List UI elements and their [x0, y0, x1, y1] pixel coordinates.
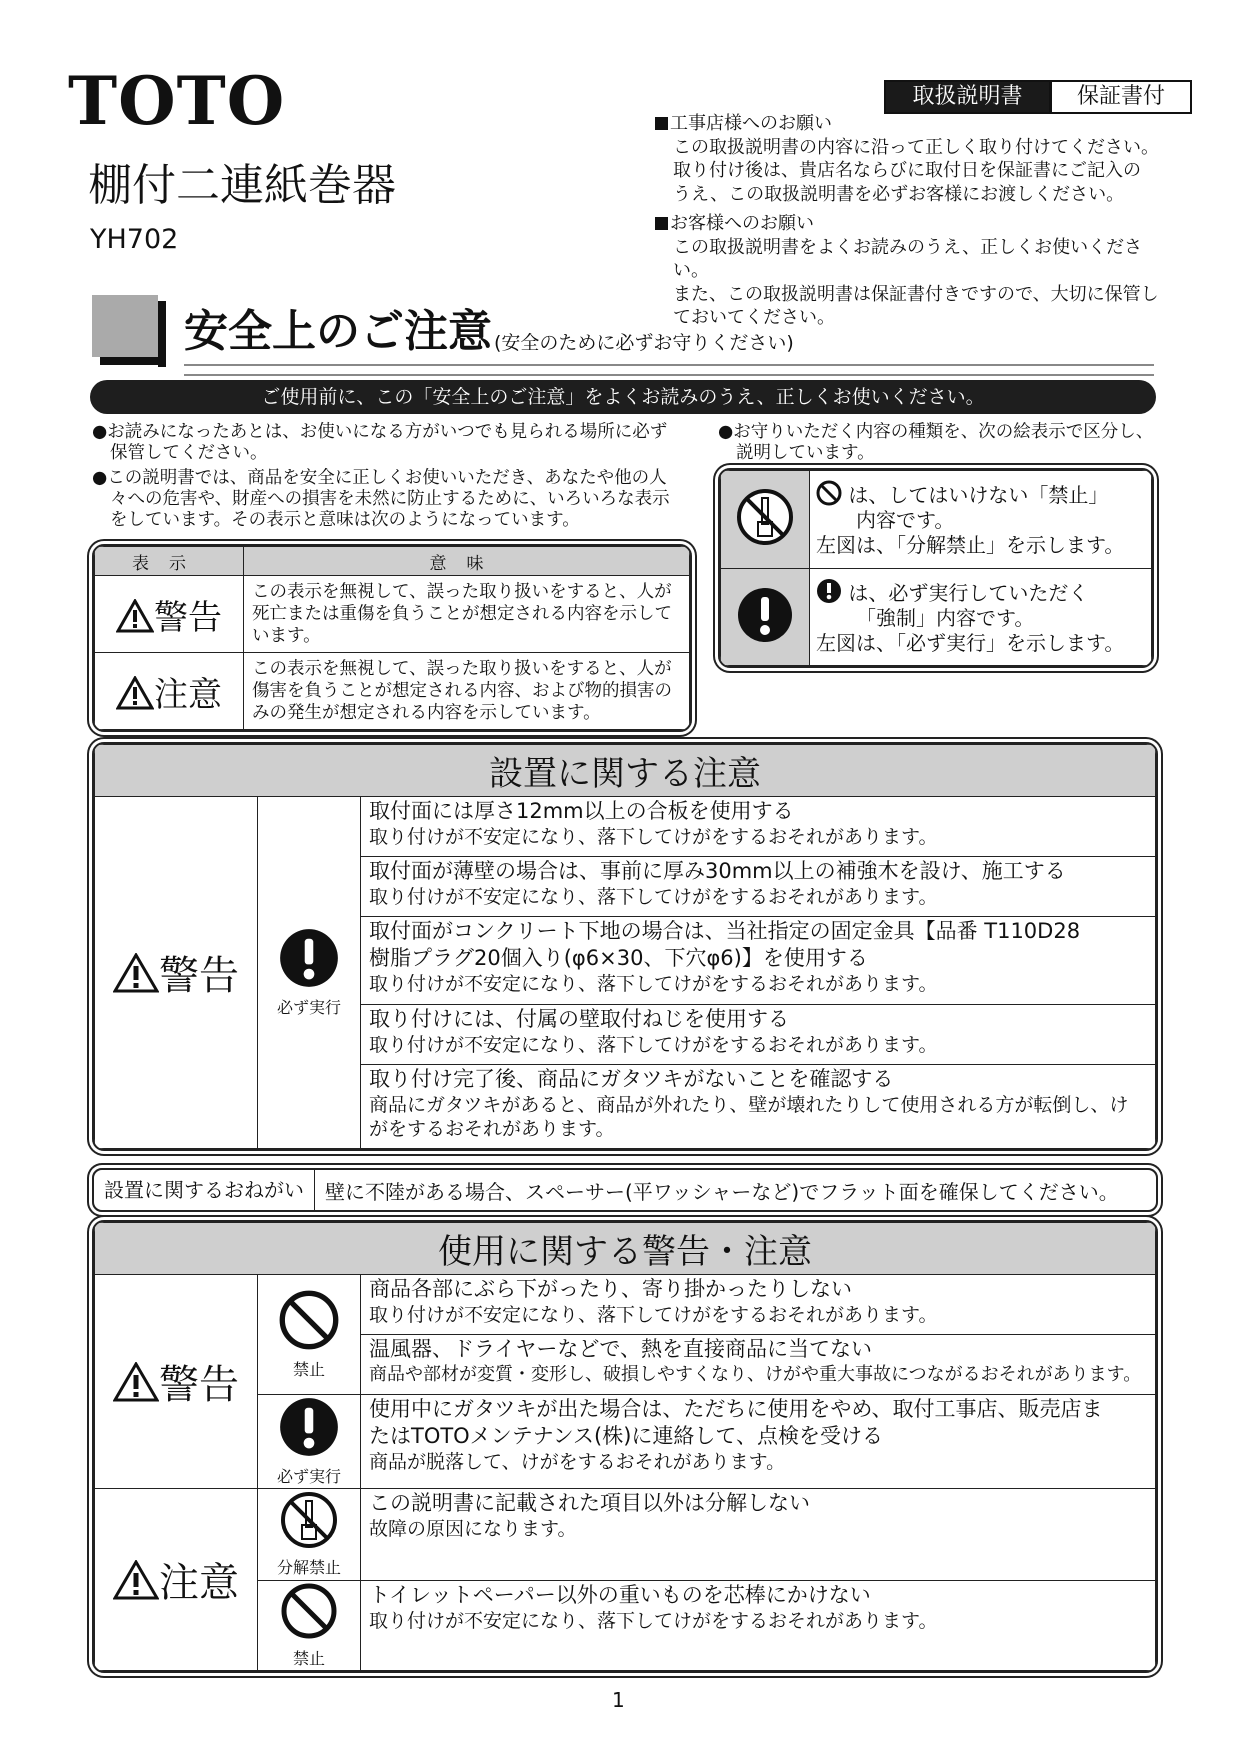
usage-item-title: 商品各部にぶら下がったり、寄り掛かったりしない	[369, 1277, 852, 1301]
install-warning-level: 警告	[95, 797, 258, 1149]
legend-warning	[95, 576, 244, 653]
customer-request	[655, 212, 1175, 330]
install-item-desc: 取り付けが不安定になり、落下してけがをするおそれがあります。	[369, 1034, 938, 1056]
model-number: YH702	[90, 224, 179, 255]
toto-logo: TOTO	[68, 62, 286, 140]
usage-item-title: この説明書に記載された項目以外は分解しない	[369, 1491, 810, 1515]
legend-caution-label: 注意	[154, 674, 222, 715]
customer-line: また、この取扱説明書は保証書付きですので、大切に保管し	[673, 283, 1159, 305]
warning-triangle-icon	[113, 1362, 159, 1402]
prohibit-line: 左図は、「分解禁止」を示します。	[816, 533, 1125, 558]
usage-item-desc: 取り付けが不安定になり、落下してけがをするおそれがあります。	[369, 1304, 938, 1326]
install-item-title: 取付面には厚さ12mm以上の合板を使用する	[369, 799, 794, 823]
warning-triangle-icon	[113, 953, 159, 993]
usage-prohibit-caption: 禁止	[292, 1649, 325, 1668]
mandatory-line: 左図は、「必ず実行」を示します。	[816, 630, 1125, 655]
prohibit-icon	[816, 480, 842, 506]
mandatory-icon	[736, 586, 794, 644]
bullet-line: ●お守りいただく内容の種類を、次の絵表示で区分し、	[718, 422, 1154, 442]
page-number: 1	[612, 1688, 625, 1712]
mandatory-explanation	[810, 568, 1152, 666]
install-item	[361, 857, 1156, 917]
usage-disassemble	[258, 1489, 361, 1581]
document-badges	[884, 80, 1192, 114]
install-item-title: 樹脂プラグ20個入り(φ6×30、下穴φ6)】を使用する	[369, 946, 868, 970]
mandatory-line: は、必ず実行していただく	[816, 578, 1145, 606]
prohibit-line: 内容です。	[856, 508, 955, 533]
legend-warning-label: 警告	[154, 597, 222, 638]
legend-caution-text: この表示を無視して、誤った取り扱いをすると、人が傷害を負うことが想定される内容、および物的損害のみの発生が想定される内容を示しています。	[244, 653, 690, 730]
prohibit-explanation	[810, 471, 1152, 569]
bullet-line: ●お読みになったあとは、お使いになる方がいつでも見られる場所に必ず	[92, 422, 668, 442]
section-rule	[184, 364, 1154, 376]
safety-banner: ご使用前に、この「安全上のご注意」をよくお読みのうえ、正しくお使いください。	[90, 380, 1156, 414]
bullet-symbol-types	[718, 422, 1158, 464]
contractor-request	[655, 112, 1175, 206]
install-item-desc: 取り付けが不安定になり、落下してけがをするおそれがあります。	[369, 826, 938, 848]
legend-header-meaning: 意味	[244, 547, 690, 576]
usage-item-title: 温風器、ドライヤーなどで、熱を直接商品に当てない	[369, 1337, 872, 1361]
bullet-line: 保管してください。	[110, 443, 268, 463]
install-item	[361, 797, 1156, 857]
no-disassemble-icon	[280, 1491, 338, 1549]
usage-disassemble-caption: 分解禁止	[276, 1558, 341, 1577]
install-item	[361, 917, 1156, 1005]
install-item	[361, 1005, 1156, 1065]
bullet-display-meaning	[92, 468, 712, 531]
mandatory-icon	[278, 1396, 340, 1458]
install-item-title: 取り付け完了後、商品にガタツキがないことを確認する	[369, 1067, 894, 1091]
usage-prohibit	[258, 1275, 361, 1395]
install-mandatory	[258, 797, 361, 1149]
prohibit-icon	[278, 1289, 340, 1351]
bullet-line: ●この説明書では、商品を安全に正しくお使いいただき、あなたや他の人	[92, 468, 667, 488]
usage-item	[361, 1489, 1156, 1581]
usage-mandatory-caption: 必ず実行	[276, 1467, 341, 1486]
product-name: 棚付二連紙巻器	[88, 160, 396, 211]
install-item-desc: 商品にガタツキがあると、商品が外れたり、壁が壊れたりして使用される方が転倒し、けがをするおそれがあります。	[369, 1094, 1129, 1140]
customer-heading: お客様へのお願い	[655, 212, 1175, 236]
usage-item-title: たはTOTOメンテナンス(株)に連絡して、点検を受ける	[369, 1424, 883, 1448]
usage-mandatory	[258, 1395, 361, 1489]
disassemble-prohibited-cell	[721, 471, 810, 569]
bullet-line: 説明しています。	[736, 443, 875, 463]
warning-triangle-icon	[116, 599, 154, 633]
install-note-label: 設置に関するおねがい	[94, 1170, 315, 1210]
usage-item	[361, 1395, 1156, 1489]
usage-item-title: トイレットペーパー以外の重いものを芯棒にかけない	[369, 1583, 871, 1607]
customer-line: この取扱説明書をよくお読みのうえ、正しくお使いください。	[673, 236, 1143, 281]
install-item-title: 取付面がコンクリート下地の場合は、当社指定の固定金具【品番 T110D28	[369, 919, 1081, 943]
bullet-keep-manual	[92, 422, 712, 464]
install-item	[361, 1065, 1156, 1149]
legend-table	[92, 544, 692, 732]
mandatory-cell	[721, 568, 810, 666]
install-item-title: 取り付けには、付属の壁取付ねじを使用する	[369, 1007, 789, 1031]
icon-explanation-table	[718, 468, 1154, 668]
usage-prohibit-2	[258, 1581, 361, 1671]
mandatory-small-icon	[816, 578, 842, 604]
prohibit-icon	[280, 1582, 338, 1640]
usage-item-desc: 商品が脱落して、けがをするおそれがあります。	[369, 1451, 786, 1473]
install-note-text: 壁に不陸がある場合、スペーサー(平ワッシャーなど)でフラット面を確保してください。	[325, 1179, 1119, 1204]
section-marker	[92, 295, 162, 359]
install-request-note	[92, 1168, 1158, 1212]
warning-triangle-icon	[116, 676, 154, 710]
usage-title: 使用に関する警告・注意	[95, 1223, 1156, 1275]
install-item-desc: 取り付けが不安定になり、落下してけがをするおそれがあります。	[369, 973, 938, 995]
usage-item	[361, 1275, 1156, 1335]
usage-item-desc: 取り付けが不安定になり、落下してけがをするおそれがあります。	[369, 1610, 938, 1632]
usage-prohibit-caption: 禁止	[292, 1360, 325, 1379]
install-caution-box	[92, 742, 1158, 1151]
bullet-line: 々への危害や、財産への損害を未然に防止するために、いろいろな表示	[110, 489, 670, 509]
no-disassemble-icon	[736, 488, 794, 546]
usage-item	[361, 1335, 1156, 1395]
install-icon-caption: 必ず実行	[276, 998, 341, 1017]
customer-line: ておいてください。	[673, 307, 835, 328]
warning-triangle-icon	[113, 1560, 159, 1600]
install-title: 設置に関する注意	[95, 745, 1156, 797]
legend-caution	[95, 653, 244, 730]
manual-badge: 取扱説明書	[886, 82, 1049, 112]
mandatory-line: 「強制」内容です。	[856, 605, 1035, 630]
install-item-title: 取付面が薄壁の場合は、事前に厚み30mm以上の補強木を設け、施工する	[369, 859, 1066, 883]
install-item-desc: 取り付けが不安定になり、落下してけがをするおそれがあります。	[369, 886, 938, 908]
usage-caution-box	[92, 1220, 1158, 1673]
usage-warning-level: 警告	[95, 1275, 258, 1489]
bullet-line: をしています。その表示と意味は次のようになっています。	[110, 510, 580, 530]
usage-item-desc: 故障の原因になります。	[369, 1518, 577, 1540]
legend-header-symbol: 表示	[95, 547, 244, 576]
contractor-line: うえ、この取扱説明書を必ずお客様にお渡しください。	[673, 183, 1125, 205]
usage-item	[361, 1581, 1156, 1671]
usage-caution-level: 注意	[95, 1489, 258, 1671]
usage-item-title: 使用中にガタツキが出た場合は、ただちに使用をやめ、取付工事店、販売店ま	[369, 1397, 1103, 1421]
contractor-heading: 工事店様へのお願い	[655, 112, 1175, 136]
legend-warning-text: この表示を無視して、誤った取り扱いをすると、人が死亡または重傷を負うことが想定される内容を示しています。	[244, 576, 690, 653]
prohibit-line: は、してはいけない「禁止」	[816, 480, 1145, 508]
usage-item-desc: 商品や部材が変質・変形し、破損しやすくなり、けがや重大事故につながるおそれがあります。	[369, 1364, 1142, 1385]
mandatory-icon	[278, 927, 340, 989]
safety-title: 安全上のご注意	[184, 306, 492, 357]
safety-subtitle: (安全のために必ずお守りください)	[494, 332, 794, 354]
warranty-badge: 保証書付	[1049, 82, 1190, 112]
contractor-line: この取扱説明書の内容に沿って正しく取り付けてください。	[673, 136, 1159, 158]
contractor-line: 取り付け後は、貴店名ならびに取付日を保証書にご記入の	[673, 160, 1141, 181]
